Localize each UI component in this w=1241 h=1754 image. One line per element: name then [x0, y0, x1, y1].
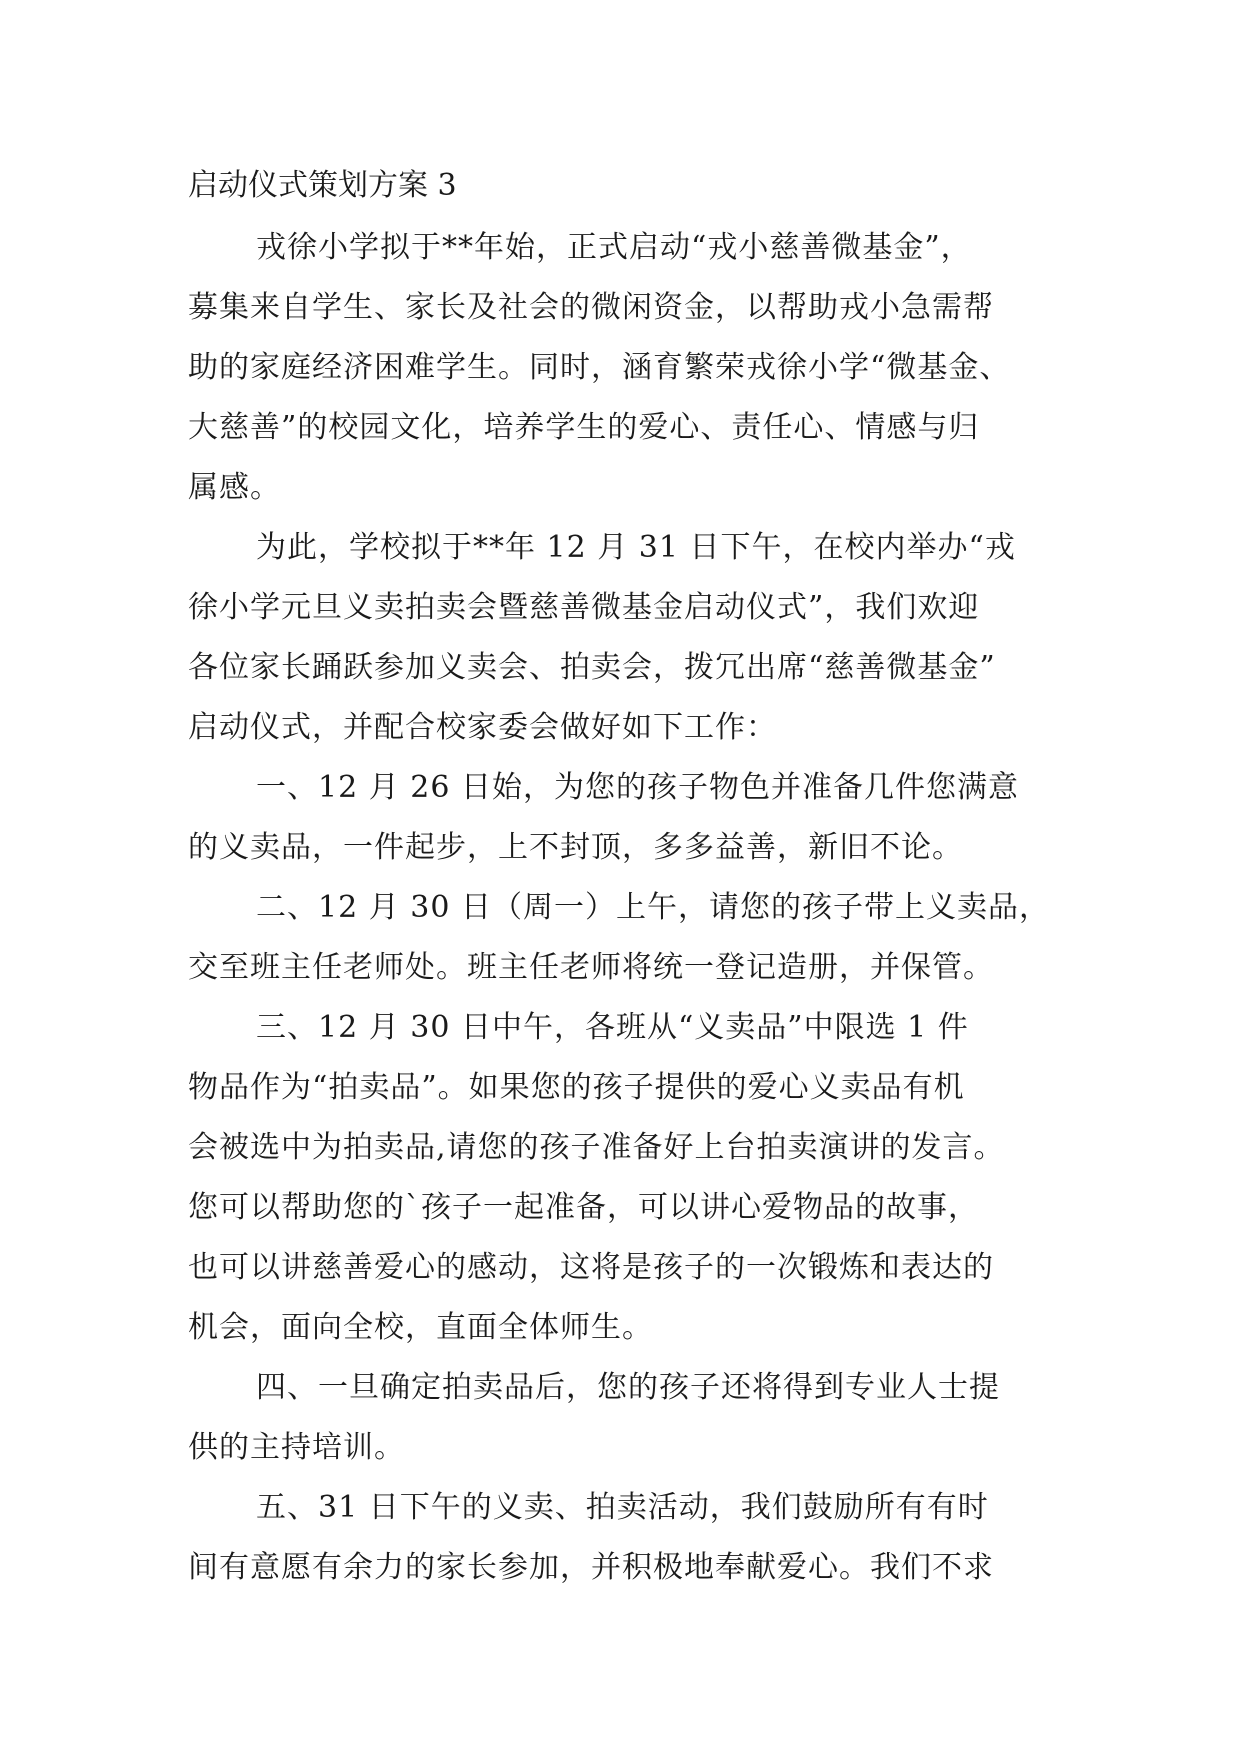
paragraph-line: 供的主持培训。 — [188, 1430, 405, 1465]
paragraph-line: 戎徐小学拟于**年始，正式启动“戎小慈善微基金”， — [256, 230, 972, 265]
paragraph-line: 为此，学校拟于**年 12 月 31 日下午，在校内举办“戎 — [256, 530, 1016, 565]
paragraph-line: 大慈善”的校园文化，培养学生的爱心、责任心、情感与归 — [188, 410, 980, 445]
paragraph-line: 的义卖品，一件起步，上不封顶，多多益善，新旧不论。 — [188, 830, 963, 865]
paragraph-line: 各位家长踊跃参加义卖会、拍卖会，拨冗出席“慈善微基金” — [188, 650, 996, 685]
paragraph-line: 募集来自学生、家长及社会的微闲资金，以帮助戎小急需帮 — [188, 290, 994, 325]
paragraph-line: 徐小学元旦义卖拍卖会暨慈善微基金启动仪式”，我们欢迎 — [188, 590, 980, 625]
paragraph-line: 交至班主任老师处。班主任老师将统一登记造册，并保管。 — [188, 950, 994, 985]
paragraph-line: 四、一旦确定拍卖品后，您的孩子还将得到专业人士提 — [256, 1370, 1000, 1405]
paragraph-line: 二、12 月 30 日（周一）上午，请您的孩子带上义卖品， — [256, 890, 1050, 925]
paragraph-line: 您可以帮助您的`孩子一起准备，可以讲心爱物品的故事， — [188, 1190, 979, 1225]
paragraph-line: 会被选中为拍卖品,请您的孩子准备好上台拍卖演讲的发言。 — [188, 1130, 1005, 1165]
paragraph-line: 机会，面向全校，直面全体师生。 — [188, 1310, 653, 1345]
paragraph-line: 五、31 日下午的义卖、拍卖活动，我们鼓励所有有时 — [256, 1490, 989, 1525]
paragraph-line: 三、12 月 30 日中午，各班从“义卖品”中限选 1 件 — [256, 1010, 969, 1045]
paragraph-line: 助的家庭经济困难学生。同时，涵育繁荣戎徐小学“微基金、 — [188, 350, 1011, 385]
paragraph-line: 也可以讲慈善爱心的感动，这将是孩子的一次锻炼和表达的 — [188, 1250, 994, 1285]
paragraph-line: 属感。 — [188, 470, 281, 505]
document-title: 启动仪式策划方案 3 — [188, 168, 457, 203]
paragraph-line: 间有意愿有余力的家长参加，并积极地奉献爱心。我们不求 — [188, 1550, 994, 1585]
paragraph-line: 物品作为“拍卖品”。如果您的孩子提供的爱心义卖品有机 — [188, 1070, 965, 1105]
paragraph-line: 启动仪式，并配合校家委会做好如下工作： — [188, 710, 777, 745]
paragraph-line: 一、12 月 26 日始，为您的孩子物色并准备几件您满意 — [256, 770, 1019, 805]
